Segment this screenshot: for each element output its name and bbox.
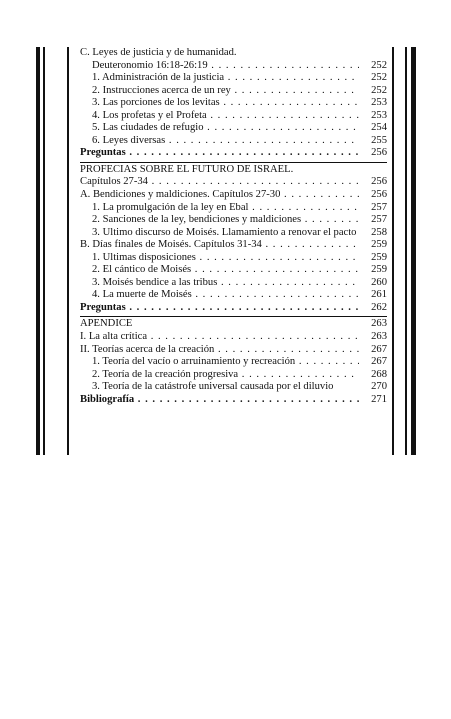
toc-entry-page: 252 <box>371 59 387 71</box>
toc-entry-title <box>80 122 359 135</box>
toc-entry-title <box>80 110 359 123</box>
toc-entry-title <box>80 252 359 265</box>
toc-entry-title <box>80 318 359 331</box>
toc-entry-title <box>80 135 359 148</box>
toc-entry <box>80 164 387 177</box>
toc-entry-title <box>80 369 359 382</box>
toc-entry-title <box>80 85 359 98</box>
toc-entry-page: 259 <box>371 251 387 263</box>
toc-entry-number: 2. <box>92 368 103 380</box>
toc-entry-text: Teoría de la creación progresiva <box>102 368 239 380</box>
toc-entry-text: Deuteronomio 16:18-26:19 <box>92 59 208 71</box>
toc-entry-number: 3. <box>92 381 103 393</box>
toc-entry <box>80 47 387 60</box>
toc-entry-number: 2. <box>92 264 103 276</box>
toc-entry-number: 1. <box>92 201 103 213</box>
toc-entry-text: PROFECIAS SOBRE EL FUTURO DE ISRAEL. <box>80 163 294 175</box>
toc-entry-text: Teorías acerca de la creación <box>92 343 215 355</box>
toc-entry-title <box>80 331 359 344</box>
toc-entry-title <box>80 264 359 277</box>
toc-entry-text: Instrucciones acerca de un rey <box>102 84 231 96</box>
toc-entry-number: 1. <box>92 72 103 84</box>
toc-entry <box>80 252 387 265</box>
toc-entry <box>80 85 387 98</box>
right-thin-rule <box>405 47 407 455</box>
toc-entry-title <box>80 277 359 290</box>
toc-entry-page: 259 <box>371 264 387 276</box>
toc-entry-number: II. <box>80 343 93 355</box>
toc-entry-title <box>80 202 359 215</box>
toc-entry-page: 253 <box>371 109 387 121</box>
toc-entry-page: 271 <box>371 393 387 405</box>
toc-entry-page: 263 <box>371 318 387 330</box>
table-of-contents <box>80 47 387 406</box>
toc-entry-title <box>80 289 359 302</box>
toc-entry <box>80 97 387 110</box>
toc-entry-number: 4. <box>92 289 103 301</box>
right-inner-rule <box>392 47 394 455</box>
toc-entry-number: B. <box>80 239 93 251</box>
toc-entry <box>80 394 387 407</box>
toc-entry-text: Teoría del vacío o arruinamiento y recreación <box>102 356 296 368</box>
toc-entry-title <box>80 47 359 60</box>
toc-entry-title <box>80 176 359 189</box>
toc-entry-title <box>80 164 359 177</box>
section-divider <box>80 162 387 163</box>
toc-entry-page: 257 <box>371 201 387 213</box>
toc-entry-text: Ultimas disposiciones <box>102 251 196 263</box>
toc-entry <box>80 318 387 331</box>
toc-entry-page: 256 <box>371 176 387 188</box>
toc-entry <box>80 110 387 123</box>
toc-entry-page: 267 <box>371 343 387 355</box>
toc-entry-page: 253 <box>371 97 387 109</box>
toc-entry <box>80 264 387 277</box>
toc-entry-text: La alta crítica <box>88 331 148 343</box>
toc-entry <box>80 147 387 160</box>
left-thick-rule <box>36 47 40 455</box>
toc-entry <box>80 239 387 252</box>
toc-entry-text: Las porciones de los levitas <box>102 97 220 109</box>
toc-entry-page: 252 <box>371 72 387 84</box>
toc-entry-number: 4. <box>92 109 103 121</box>
toc-entry-page: 267 <box>371 356 387 368</box>
toc-entry-text: Moisés bendice a las tribus <box>102 276 218 288</box>
toc-entry-text: APENDICE <box>80 318 133 330</box>
toc-entry-title <box>80 302 359 315</box>
toc-entry <box>80 72 387 85</box>
toc-entry-page: 263 <box>371 331 387 343</box>
toc-entry-text: La promulgación de la ley en Ebal <box>102 201 249 213</box>
toc-entry-text: Las ciudades de refugio <box>102 122 204 134</box>
toc-entry-number: 3. <box>92 276 103 288</box>
toc-entry-page: 258 <box>371 226 387 238</box>
toc-entry-text: Los profetas y el Profeta <box>102 109 207 121</box>
toc-entry <box>80 356 387 369</box>
toc-entry-title <box>80 227 387 240</box>
toc-entry-text: Teoría de la catástrofe universal causada por el diluvio <box>102 381 334 393</box>
toc-entry-page: 260 <box>371 276 387 288</box>
left-inner-rule <box>67 47 69 455</box>
toc-entry <box>80 277 387 290</box>
right-thick-rule <box>411 47 416 455</box>
toc-entry-text: La muerte de Moisés <box>102 289 192 301</box>
toc-entry-page: 262 <box>371 301 387 313</box>
toc-entry-title <box>80 189 359 202</box>
toc-entry-text: Administración de la justicia <box>102 72 225 84</box>
toc-entry-page: 256 <box>371 189 387 201</box>
toc-entry-text: Leyes de justicia y de humanidad. <box>92 47 237 58</box>
toc-entry-title <box>80 344 359 357</box>
toc-entry-page: 254 <box>371 122 387 134</box>
toc-entry-text: Ultimo discurso de Moisés. Llamamiento a renovar el pacto <box>102 226 357 238</box>
toc-entry-text: Preguntas <box>80 301 126 313</box>
toc-entry <box>80 381 387 394</box>
toc-entry <box>80 60 387 73</box>
toc-entry <box>80 214 387 227</box>
toc-entry-number: 1. <box>92 251 103 263</box>
toc-entry <box>80 369 387 382</box>
toc-entry-title <box>80 147 359 160</box>
toc-entry-text: Bibliografía <box>80 393 135 405</box>
toc-entry <box>80 202 387 215</box>
toc-entry-page: 259 <box>371 239 387 251</box>
toc-entry-title <box>80 356 359 369</box>
toc-entry-number: 6. <box>92 134 103 146</box>
toc-entry-number: 2. <box>92 214 103 226</box>
toc-entry-text: Capítulos 27-34 <box>80 176 148 188</box>
toc-entry-title <box>80 381 387 394</box>
toc-entry-text: El cántico de Moisés <box>102 264 192 276</box>
toc-entry-number: A. <box>80 189 93 201</box>
toc-entry-page: 255 <box>371 134 387 146</box>
toc-entry-page: 256 <box>371 147 387 159</box>
toc-entry-page: 270 <box>371 381 387 393</box>
toc-entry-title <box>80 60 359 73</box>
toc-entry-page: 257 <box>371 214 387 226</box>
toc-entry-page: 268 <box>371 368 387 380</box>
toc-entry <box>80 176 387 189</box>
toc-entry-page: 261 <box>371 289 387 301</box>
toc-entry-number: 2. <box>92 84 103 96</box>
toc-entry-number: C. <box>80 47 93 58</box>
toc-entry <box>80 135 387 148</box>
toc-entry-number: 5. <box>92 122 103 134</box>
toc-entry-text: Leyes diversas <box>102 134 166 146</box>
toc-entry-title <box>80 239 359 252</box>
toc-entry-text: Bendiciones y maldiciones. Capítulos 27-30 <box>92 189 281 201</box>
toc-entry-number: I. <box>80 331 89 343</box>
toc-entry-title <box>80 394 359 407</box>
left-thin-rule <box>43 47 45 455</box>
toc-entry-title <box>80 214 359 227</box>
toc-entry <box>80 302 387 315</box>
toc-entry-text: Sanciones de la ley, bendiciones y maldiciones <box>102 214 302 226</box>
toc-entry <box>80 122 387 135</box>
toc-entry-title <box>80 72 359 85</box>
toc-entry-number: 1. <box>92 356 103 368</box>
toc-entry <box>80 227 387 240</box>
toc-entry-text: Preguntas <box>80 147 126 159</box>
toc-entry <box>80 331 387 344</box>
toc-entry-text: Días finales de Moisés. Capítulos 31-34 <box>92 239 262 251</box>
toc-entry-page: 252 <box>371 84 387 96</box>
toc-entry-title <box>80 97 359 110</box>
toc-entry-number: 3. <box>92 97 103 109</box>
toc-entry <box>80 344 387 357</box>
section-divider <box>80 316 387 317</box>
toc-entry <box>80 189 387 202</box>
toc-entry-number: 3. <box>92 226 103 238</box>
toc-entry <box>80 289 387 302</box>
